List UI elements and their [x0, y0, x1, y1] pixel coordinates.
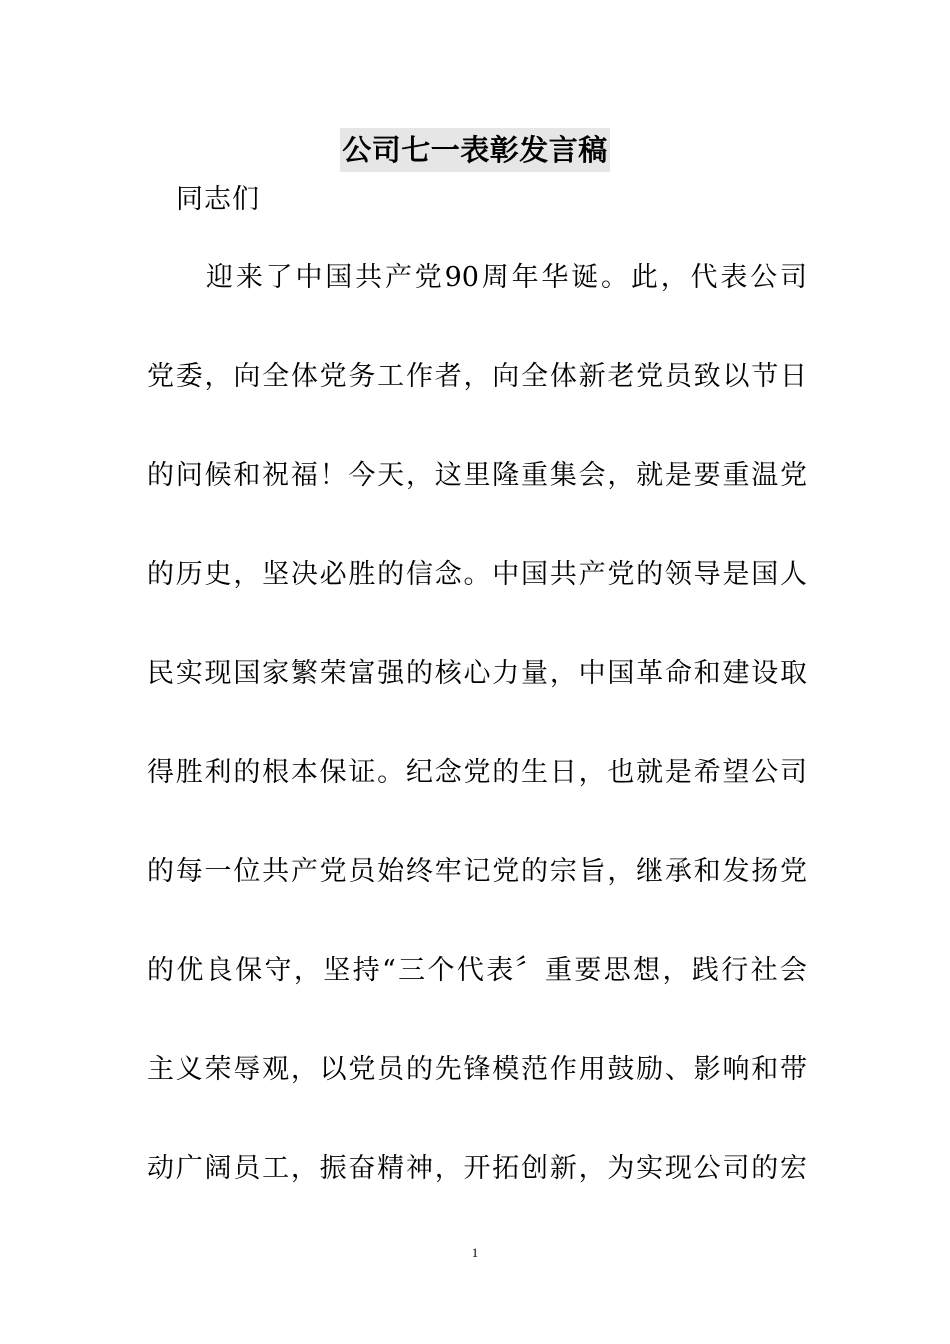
document-title: 公司七一表彰发言稿	[340, 128, 610, 172]
body-line-10: 动广阔员工，振奋精神，开拓创新，为实现公司的宏	[147, 1153, 807, 1184]
body-line-9: 主义荣辱观，以党员的先锋模范作用鼓励、影响和带	[147, 1054, 807, 1085]
body-line-4: 的历史，坚决必胜的信念。中国共产党的领导是国人	[147, 559, 807, 590]
title-container	[0, 128, 950, 172]
body-line-8: 的优良保守，坚持“三个代表〞重要思想，践行社会	[147, 955, 807, 986]
body-line-1: 迎来了中国共产党90周年华诞。此，代表公司	[206, 262, 807, 293]
body-line-5: 民实现国家繁荣富强的核心力量，中国革命和建设取	[147, 658, 807, 689]
body-line-6: 得胜利的根本保证。纪念党的生日，也就是希望公司	[147, 757, 807, 788]
body-line-2: 党委，向全体党务工作者，向全体新老党员致以节日	[147, 361, 807, 392]
page-number: 1	[471, 1245, 479, 1260]
body-line-7: 的每一位共产党员始终牢记党的宗旨，继承和发扬党	[147, 856, 807, 887]
body-line-3: 的问候和祝福！今天，这里隆重集会，就是要重温党	[147, 460, 807, 491]
salutation: 同志们	[176, 184, 260, 215]
